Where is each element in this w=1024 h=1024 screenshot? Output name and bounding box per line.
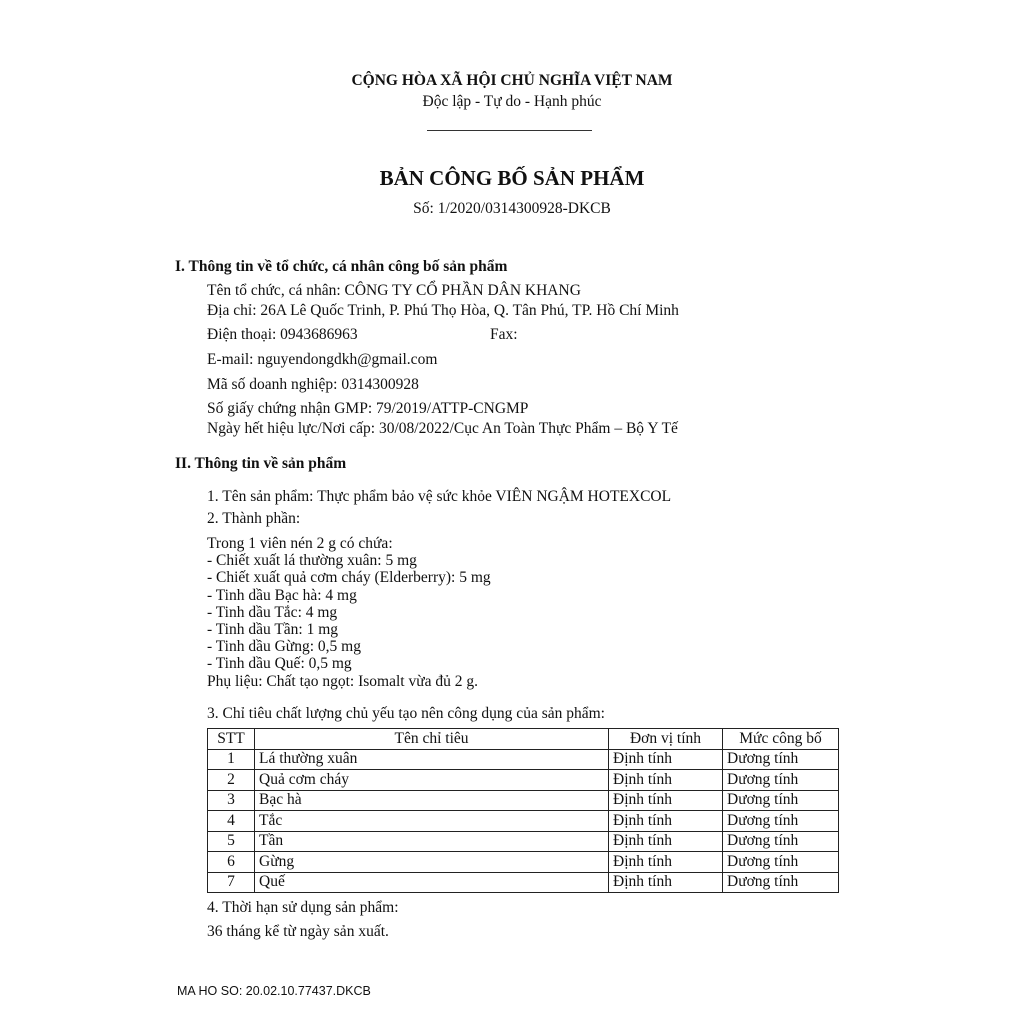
header-stt: STT	[208, 729, 255, 750]
ingredients-list	[207, 535, 491, 690]
row-stt: 4	[208, 811, 255, 832]
row-unit: Định tính	[609, 770, 723, 791]
address: Địa chỉ: 26A Lê Quốc Trinh, P. Phú Thọ Hòa, Q. Tân Phú, TP. Hồ Chí Minh	[207, 302, 679, 319]
nation-header: CỘNG HÒA XÃ HỘI CHỦ NGHĨA VIỆT NAM	[351, 72, 673, 89]
ingredient-line: - Tinh dầu Tần: 1 mg	[207, 621, 339, 639]
cert-expiry: Ngày hết hiệu lực/Nơi cấp: 30/08/2022/Cục An Toàn Thực Phẩm – Bộ Y Tế	[207, 420, 678, 437]
row-unit: Định tính	[609, 831, 723, 852]
shelf-life-label: 4. Thời hạn sử dụng sản phẩm:	[207, 899, 399, 916]
ingredient-line: - Chiết xuất lá thường xuân: 5 mg	[207, 552, 417, 570]
row-level: Dương tính	[723, 770, 839, 791]
row-level: Dương tính	[723, 790, 839, 811]
document-number: Số: 1/2020/0314300928-DKCB	[413, 200, 611, 217]
dossier-code: MA HO SO: 20.02.10.77437.DKCB	[177, 984, 371, 998]
shelf-life-value: 36 tháng kể từ ngày sản xuất.	[207, 923, 389, 940]
row-unit: Định tính	[609, 749, 723, 770]
row-level: Dương tính	[723, 749, 839, 770]
table-row	[208, 770, 839, 791]
row-name: Quế	[255, 872, 609, 893]
product-name: 1. Tên sản phẩm: Thực phẩm bảo vệ sức khỏe VIÊN NGẬM HOTEXCOL	[207, 488, 672, 505]
row-name: Tần	[255, 831, 609, 852]
row-unit: Định tính	[609, 872, 723, 893]
table-row	[208, 811, 839, 832]
section1-heading: I. Thông tin về tổ chức, cá nhân công bố sản phẩm	[175, 258, 508, 275]
phone: Điện thoại: 0943686963	[207, 326, 358, 343]
header-name: Tên chỉ tiêu	[255, 729, 609, 750]
ingredient-line: - Chiết xuất quả cơm cháy (Elderberry): 5 mg	[207, 569, 491, 587]
row-stt: 7	[208, 872, 255, 893]
header-unit: Đơn vị tính	[609, 729, 723, 750]
ingredient-line: - Tinh dầu Bạc hà: 4 mg	[207, 586, 357, 604]
table-row	[208, 749, 839, 770]
row-stt: 3	[208, 790, 255, 811]
row-stt: 1	[208, 749, 255, 770]
row-name: Gừng	[255, 852, 609, 873]
ingredients-label: 2. Thành phần:	[207, 510, 301, 527]
email: E-mail: nguyendongdkh@gmail.com	[207, 351, 438, 368]
row-name: Quả cơm cháy	[255, 770, 609, 791]
row-stt: 2	[208, 770, 255, 791]
row-name: Lá thường xuân	[255, 749, 609, 770]
table-row	[208, 872, 839, 893]
row-stt: 5	[208, 831, 255, 852]
row-unit: Định tính	[609, 790, 723, 811]
gmp-cert: Số giấy chứng nhận GMP: 79/2019/ATTP-CNGMP	[207, 400, 529, 417]
tax-code: Mã số doanh nghiệp: 0314300928	[207, 376, 419, 393]
row-unit: Định tính	[609, 811, 723, 832]
row-stt: 6	[208, 852, 255, 873]
section2-heading: II. Thông tin về sản phẩm	[175, 455, 347, 472]
table-header-row	[208, 729, 839, 750]
org-name: Tên tổ chức, cá nhân: CÔNG TY CỔ PHẦN DÂN KHANG	[207, 282, 581, 299]
fax: Fax:	[490, 326, 518, 343]
row-unit: Định tính	[609, 852, 723, 873]
page-title: BẢN CÔNG BỐ SẢN PHẨM	[379, 166, 645, 190]
divider	[427, 130, 592, 131]
row-level: Dương tính	[723, 831, 839, 852]
row-level: Dương tính	[723, 852, 839, 873]
ingredient-line: - Tinh dầu Gừng: 0,5 mg	[207, 638, 361, 656]
ingredient-line: - Tinh dầu Quế: 0,5 mg	[207, 655, 352, 673]
table-row	[208, 831, 839, 852]
row-name: Bạc hà	[255, 790, 609, 811]
quality-label: 3. Chỉ tiêu chất lượng chủ yếu tạo nên công dụng của sản phẩm:	[207, 705, 605, 722]
row-level: Dương tính	[723, 811, 839, 832]
ingredient-line: Trong 1 viên nén 2 g có chứa:	[207, 535, 393, 552]
quality-table	[207, 728, 839, 893]
ingredient-line: - Tinh dầu Tắc: 4 mg	[207, 603, 338, 621]
excipient-line: Phụ liệu: Chất tạo ngọt: Isomalt vừa đủ 2 g.	[207, 672, 479, 690]
header-level: Mức công bố	[723, 729, 839, 750]
row-name: Tắc	[255, 811, 609, 832]
table-row	[208, 852, 839, 873]
table-row	[208, 790, 839, 811]
row-level: Dương tính	[723, 872, 839, 893]
motto: Độc lập - Tự do - Hạnh phúc	[422, 93, 602, 110]
